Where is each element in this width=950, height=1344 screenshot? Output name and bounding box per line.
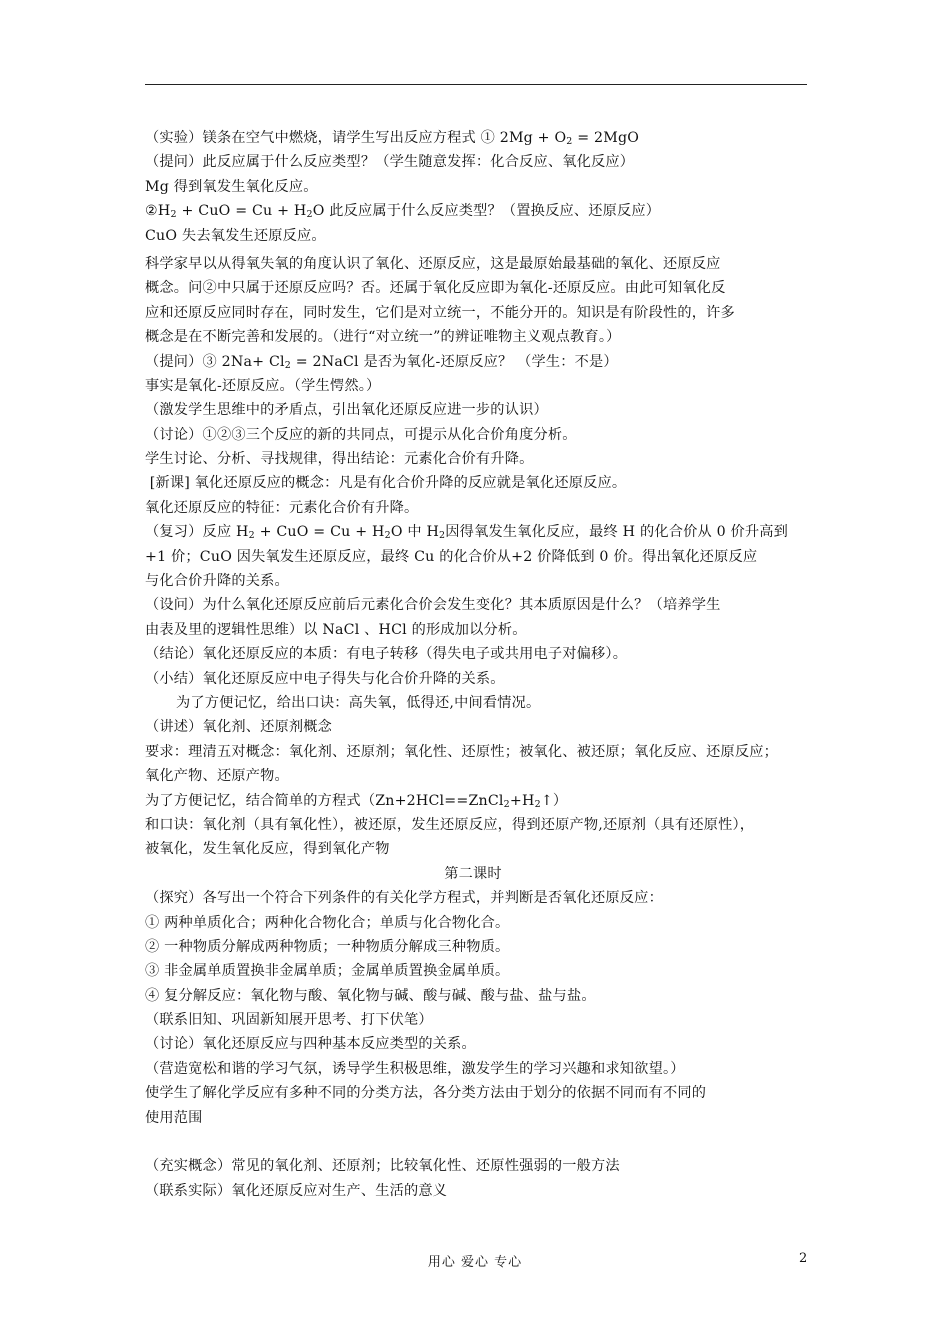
text-line — [145, 789, 817, 813]
text-run: （提问）③ 2Na+ Cl — [145, 353, 285, 370]
text-line — [145, 150, 817, 174]
header-rule — [145, 84, 807, 85]
text-line — [145, 837, 817, 861]
text-run: （讨论）氧化还原反应与四种基本反应类型的关系。 — [145, 1036, 476, 1053]
text-run: 第二课时 — [444, 865, 502, 882]
text-line — [145, 325, 817, 349]
text-run: （营造宽松和谐的学习气氛，诱导学生积极思维，激发学生的学习兴趣和求知欲望。） — [145, 1060, 685, 1077]
text-run: 应和还原反应同时存在，同时发生，它们是对立统一，不能分开的。知识是有阶段性的，许多 — [145, 304, 735, 321]
text-run: 与化合价升降的关系。 — [145, 573, 289, 590]
text-line — [145, 520, 817, 544]
text-line — [145, 545, 817, 569]
text-run: 使学生了解化学反应有多种不同的分类方法，各分类方法由于划分的依据不同而有不同的 — [145, 1085, 707, 1102]
text-line — [145, 935, 817, 959]
subscript: 2 — [566, 136, 573, 147]
text-line — [145, 447, 817, 471]
text-run: （提问）此反应属于什么反应类型？（学生随意发挥：化合反应、氧化反应） — [145, 154, 635, 171]
text-run: 事实是氧化-还原反应。（学生愕然。） — [145, 377, 381, 394]
text-line — [145, 252, 817, 276]
text-line — [145, 1032, 817, 1056]
text-run: 学生讨论、分析、寻找规律，得出结论：元素化合价有升降。 — [145, 451, 534, 468]
text-line — [145, 126, 817, 150]
text-run: （设问）为什么氧化还原反应前后元素化合价会发生变化？其本质原因是什么？（培养学生 — [145, 597, 721, 614]
text-run: （讨论）①②③三个反应的新的共同点，可提示从化合价角度分析。 — [145, 426, 577, 443]
text-line — [145, 593, 817, 617]
text-line — [145, 1081, 817, 1105]
text-line — [145, 276, 817, 300]
text-run: （探究）各写出一个符合下列条件的有关化学方程式，并判断是否氧化还原反应： — [145, 890, 663, 907]
text-run: 为了方便记忆，结合简单的方程式（Zn+2HCl==ZnCl — [145, 792, 504, 809]
subscript: 2 — [284, 359, 291, 371]
subscript: 2 — [306, 209, 313, 221]
text-line — [145, 740, 817, 764]
text-run: 氧化产物、还原产物。 — [145, 768, 289, 785]
text-line — [145, 423, 817, 447]
text-line — [145, 1008, 817, 1032]
text-run: = 2NaCl 是否为氧化-还原反应？ （学生：不是） — [291, 353, 618, 370]
text-run: （复习）反应 H — [145, 524, 249, 541]
text-run: ② 一种物质分解成两种物质；一种物质分解成三种物质。 — [145, 938, 510, 955]
text-run: 概念。问②中只属于还原反应吗？否。还属于氧化反应即为氧化-还原反应。由此可知氧化反 — [145, 280, 726, 297]
text-run: +H — [509, 792, 535, 809]
page-number: 2 — [799, 1251, 808, 1266]
subscript: 2 — [248, 530, 255, 542]
text-line — [145, 496, 817, 520]
section-heading — [145, 862, 817, 886]
text-run: ④ 复分解反应：氧化物与酸、氧化物与碱、酸与碱、酸与盐、盐与盐。 — [145, 987, 596, 1004]
text-line — [145, 1154, 817, 1178]
text-line — [145, 175, 817, 199]
text-line — [145, 813, 817, 837]
document-body — [145, 126, 817, 1203]
text-line — [145, 691, 817, 715]
text-run: + CuO = Cu + H — [254, 524, 385, 541]
text-run: 和口诀：氧化剂（具有氧化性），被还原，发生还原反应，得到还原产物,还原剂（具有还原性）， — [145, 816, 755, 833]
text-line — [145, 398, 817, 422]
text-line — [145, 959, 817, 983]
text-run: +1 价；CuO 因失氧发生还原反应，最终 Cu 的化合价从+2 价降低到 0 价。得出氧化还原反应 — [145, 548, 758, 565]
text-run: CuO 失去氧发生还原反应。 — [145, 227, 326, 244]
text-line — [145, 715, 817, 739]
text-run: 科学家早以从得氧失氧的角度认识了氧化、还原反应，这是最原始最基础的氧化、还原反应 — [145, 255, 721, 272]
text-run: ③ 非金属单质置换非金属单质；金属单质置换金属单质。 — [145, 963, 510, 980]
text-line — [145, 667, 817, 691]
text-line — [145, 224, 817, 248]
text-run: O 中 H — [390, 524, 440, 541]
text-run: O 此反应属于什么反应类型？（置换反应、还原反应） — [312, 203, 661, 220]
text-line — [145, 642, 817, 666]
text-line — [145, 618, 817, 642]
text-line — [145, 374, 817, 398]
footer-slogan: 用心 爱心 专心 — [427, 1255, 523, 1270]
text-line — [145, 301, 817, 325]
text-run: 被氧化，发生氧化反应，得到氧化产物 — [145, 841, 390, 858]
blank-line — [145, 1130, 817, 1154]
text-run: 因得氧发生氧化反应，最终 H 的化合价从 0 价升高到 — [445, 524, 789, 541]
text-line — [145, 984, 817, 1008]
text-run: ↑） — [540, 792, 568, 809]
text-run: 为了方便记忆，给出口诀：高失氧，低得还,中间看情况。 — [176, 694, 541, 711]
text-run: （充实概念）常见的氧化剂、还原剂；比较氧化性、还原性强弱的一般方法 — [145, 1158, 620, 1175]
subscript: 2 — [439, 530, 446, 542]
text-run: [新课] 氧化还原反应的概念：凡是有化合价升降的反应就是氧化还原反应。 — [145, 475, 627, 492]
subscript: 2 — [503, 798, 510, 810]
text-run: Mg 得到氧发生氧化反应。 — [145, 178, 318, 195]
text-line — [145, 886, 817, 910]
text-run: （联系旧知、巩固新知展开思考、打下伏笔） — [145, 1012, 433, 1029]
subscript: 2 — [170, 209, 177, 221]
text-run: 概念是在不断完善和发展的。（进行“对立统一”的辨证唯物主义观点教育。） — [145, 329, 621, 346]
text-run: （结论）氧化还原反应的本质：有电子转移（得失电子或共用电子对偏移）。 — [145, 646, 628, 663]
text-run: （实验）镁条在空气中燃烧，请学生写出反应方程式 ① 2Mg + O — [145, 130, 567, 146]
text-run: ②H — [145, 203, 171, 220]
text-run: （联系实际）氧化还原反应对生产、生活的意义 — [145, 1182, 448, 1199]
text-line — [145, 1179, 817, 1203]
subscript: 2 — [384, 530, 391, 542]
text-run: 氧化还原反应的特征：元素化合价有升降。 — [145, 499, 419, 516]
text-line — [145, 569, 817, 593]
subscript: 2 — [534, 798, 541, 810]
text-run: 使用范围 — [145, 1109, 203, 1126]
text-run: = 2MgO — [572, 130, 640, 146]
text-line — [145, 1057, 817, 1081]
text-line — [145, 350, 817, 374]
text-line — [145, 1106, 817, 1130]
text-line — [145, 911, 817, 935]
text-run: + CuO = Cu + H — [176, 203, 307, 220]
text-run: （小结）氧化还原反应中电子得失与化合价升降的关系。 — [145, 670, 505, 687]
text-run: 要求：理清五对概念：氧化剂、还原剂；氧化性、还原性；被氧化、被还原；氧化反应、还原反应； — [145, 743, 779, 760]
text-run: （激发学生思维中的矛盾点，引出氧化还原反应进一步的认识） — [145, 402, 548, 419]
text-line — [145, 764, 817, 788]
text-run: （讲述）氧化剂、还原剂概念 — [145, 719, 333, 736]
text-line — [145, 199, 817, 223]
text-run: ① 两种单质化合；两种化合物化合；单质与化合物化合。 — [145, 914, 510, 931]
text-line — [145, 471, 817, 495]
text-run: 由表及里的逻辑性思维）以 NaCl 、HCl 的形成加以分析。 — [145, 621, 527, 638]
